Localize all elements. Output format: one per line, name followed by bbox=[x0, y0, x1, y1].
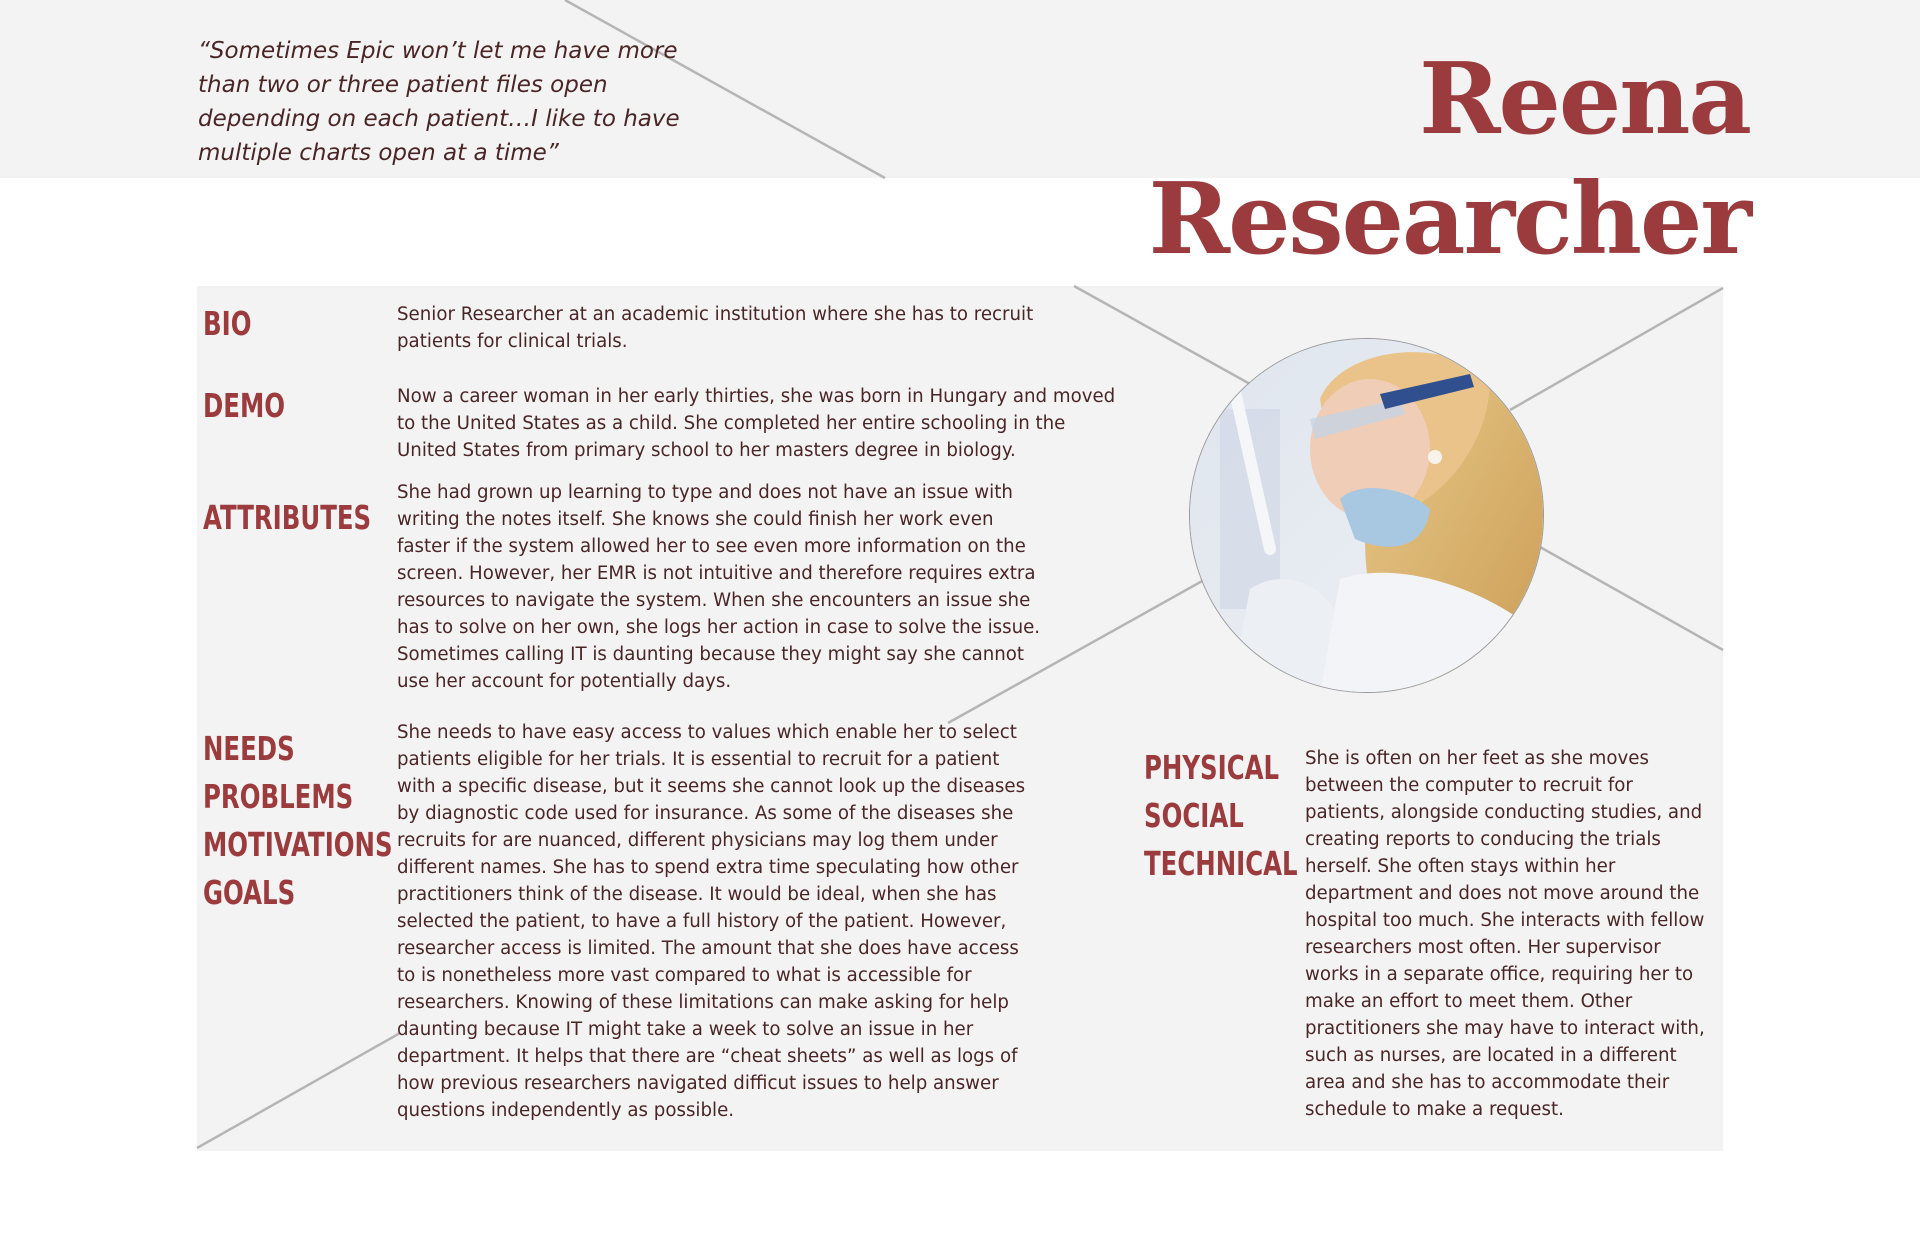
attributes-label: ATTRIBUTES bbox=[203, 498, 372, 537]
persona-quote: “Sometimes Epic won’t let me have more than two or three patient files open depending on each patient…I like to have multiple charts open at a time” bbox=[198, 38, 680, 166]
physical-text: She is often on her feet as she moves between the computer to recruit for patients, alongside conducting studies, and creating reports to conducing the trials herself. She often stays within her department and does not move around the hospital too much. She interacts with fellow researchers most often. Her supervisor works in a separate office, requiring her to make an effort to meet them. Other practitioners she may have to interact with, such as nurses, are located in a different area and she has to accommodate their schedule to make a request. bbox=[1305, 748, 1705, 1120]
researcher-portrait-photo bbox=[1189, 338, 1544, 693]
needs-text: She needs to have easy access to values which enable her to select patients eligible for her trials. It is essential to recruit for a patient with a specific disease, but it seems she cannot look up the diseases by diagnostic code used for insurance. As some of the diseases she recruits for are nuanced, different physicians may log them under different names. She has to spend extra time speculating how other practitioners think of the disease. It would be ideal, when she has selected the patient, to have a full history of the patient. However, researcher access is limited. The amount that she does have access to is nonetheless more vast compared to what is accessible for researchers. Knowing of these limitations can make asking for help daunting because IT might take a week to solve an issue in her department. It helps that there are “cheat sheets” as well as logs of how previous researchers navigated difficut issues to help answer questions independently as possible. bbox=[397, 722, 1026, 1121]
bio-text: Senior Researcher at an academic institution where she has to recruit patients for clinical trials. bbox=[397, 304, 1034, 352]
portrait-illustration bbox=[1190, 339, 1544, 693]
bio-label: BIO bbox=[203, 304, 252, 343]
attributes-text: She had grown up learning to type and does not have an issue with writing the notes itself. She knows she could finish her work even faster if the system allowed her to see even more information on the screen. However, her EMR is not intuitive and therefore requires extra resources to navigate the system. When she encounters an issue she has to solve on her own, she logs her action in case to solve the issue. Sometimes calling IT is daunting because they might say she cannot use her account for potentially days. bbox=[397, 482, 1041, 692]
physical-label: PHYSICAL bbox=[1144, 748, 1280, 787]
demo-text: Now a career woman in her early thirties, she was born in Hungary and moved to the United States as a child. She completed her entire schooling in the United States from primary school to her masters degree in biology. bbox=[397, 386, 1116, 461]
needs-label: NEEDS bbox=[203, 729, 295, 768]
motivations-label: MOTIVATIONS bbox=[203, 825, 393, 864]
demo-label: DEMO bbox=[203, 386, 286, 425]
goals-label: GOALS bbox=[203, 873, 296, 912]
technical-label: TECHNICAL bbox=[1144, 844, 1298, 883]
persona-name-title: Reena Researcher bbox=[1148, 42, 1750, 277]
social-label: SOCIAL bbox=[1144, 796, 1244, 835]
problems-label: PROBLEMS bbox=[203, 777, 354, 816]
